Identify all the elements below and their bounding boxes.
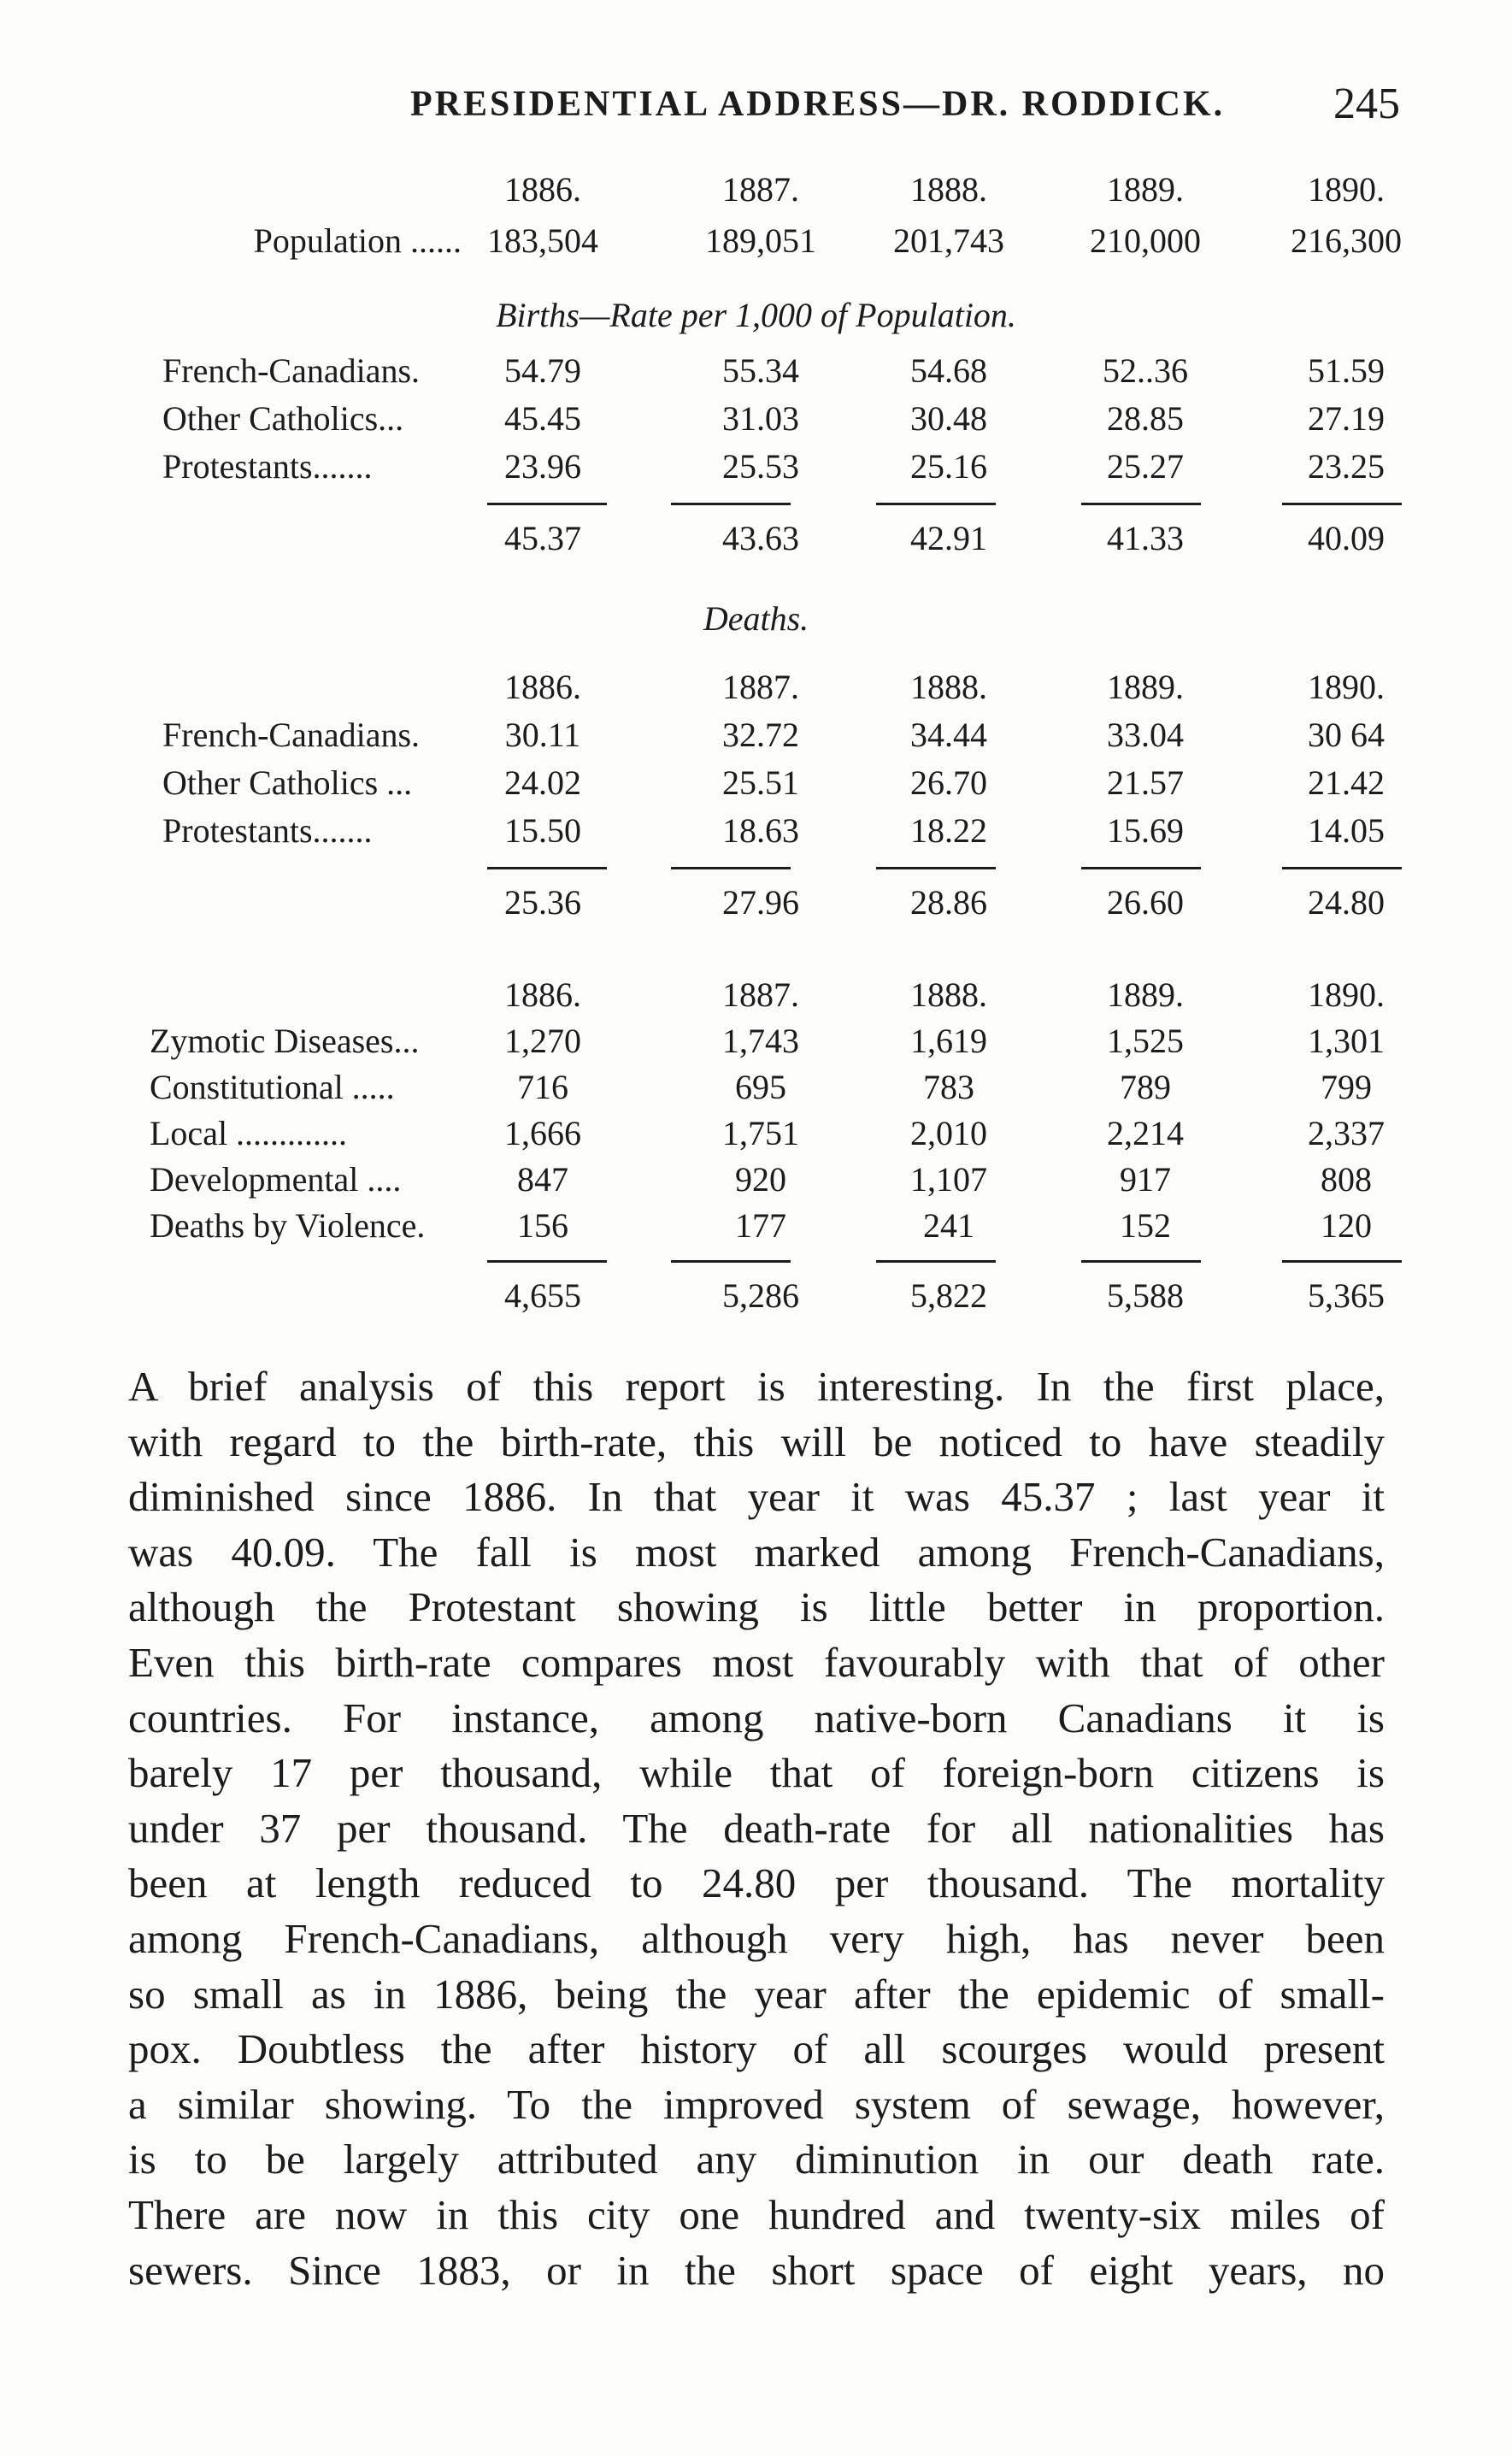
value-cell: 33.04 — [1107, 716, 1184, 754]
total-rule — [671, 503, 791, 505]
deaths-totals-row — [0, 882, 1512, 927]
value-cell: 1,743 — [722, 1022, 799, 1060]
total-cell: 45.37 — [504, 519, 581, 557]
value-cell: 1,270 — [504, 1022, 581, 1060]
row-label: Local ............. — [150, 1114, 348, 1152]
total-rules — [0, 503, 1512, 508]
running-title: PRESIDENTIAL ADDRESS—DR. RODDICK. — [410, 85, 1226, 124]
paragraph-line: countries. For instance, among native-born Canadians it is — [128, 1694, 1385, 1741]
page-number: 245 — [1333, 80, 1400, 128]
value-cell: 156 — [517, 1206, 568, 1245]
total-cell: 40.09 — [1308, 519, 1385, 557]
total-rule — [487, 1260, 607, 1263]
paragraph-line: diminished since 1886. In that year it was 45.37 ; last year it — [128, 1473, 1385, 1521]
total-rule — [876, 1260, 996, 1263]
value-cell: 799 — [1321, 1068, 1372, 1106]
value-cell: 18.22 — [910, 811, 987, 850]
paragraph-line: is to be largely attributed any diminution in our death rate. — [128, 2136, 1385, 2183]
value-cell: 15.69 — [1107, 811, 1184, 850]
value-cell: 32.72 — [722, 716, 799, 754]
value-cell: 45.45 — [504, 399, 581, 438]
births-row — [0, 351, 1512, 395]
births-row — [0, 398, 1512, 443]
value-cell: 183,504 — [487, 221, 598, 260]
value-cell: 152 — [1120, 1206, 1171, 1245]
value-cell: 808 — [1321, 1160, 1372, 1199]
value-cell: 1,619 — [910, 1022, 987, 1060]
paragraph-line: There are now in this city one hundred and twenty-six miles of — [128, 2190, 1385, 2238]
total-cell: 5,822 — [910, 1276, 987, 1315]
paragraph-line: was 40.09. The fall is most marked among French-Canadians, — [128, 1528, 1385, 1576]
paragraph-line: pox. Doubtless the after history of all scourges would present — [128, 2025, 1385, 2073]
total-rule — [487, 867, 607, 869]
total-cell: 27.96 — [722, 883, 799, 922]
row-label: Zymotic Diseases... — [150, 1022, 420, 1060]
total-cell: 5,286 — [722, 1276, 799, 1315]
row-label: Protestants....... — [162, 447, 373, 486]
deaths-years-row — [0, 667, 1512, 711]
paragraph-line: among French-Canadians, although very high, has never been — [128, 1914, 1385, 1962]
value-cell: 2,010 — [910, 1114, 987, 1152]
causes-row — [0, 1113, 1512, 1158]
total-rule — [1081, 867, 1201, 869]
value-cell: 789 — [1120, 1068, 1171, 1106]
value-cell: 241 — [923, 1206, 974, 1245]
value-cell: 1,751 — [722, 1114, 799, 1152]
causes-row — [0, 1021, 1512, 1065]
value-cell: 2,337 — [1308, 1114, 1385, 1152]
total-rule — [1282, 1260, 1402, 1263]
value-cell: 1,107 — [910, 1160, 987, 1199]
deaths-row — [0, 810, 1512, 855]
causes-totals-row — [0, 1276, 1512, 1320]
total-rules — [0, 867, 1512, 872]
year-cell: 1888. — [910, 170, 987, 209]
value-cell: 917 — [1120, 1160, 1171, 1199]
value-cell: 25.27 — [1107, 447, 1184, 486]
total-cell: 42.91 — [910, 519, 987, 557]
deaths-row — [0, 763, 1512, 807]
value-cell: 189,051 — [705, 221, 816, 260]
total-rules — [0, 1260, 1512, 1265]
year-cell: 1889. — [1107, 975, 1184, 1014]
paragraph-line: A brief analysis of this report is interesting. In the first place, — [128, 1363, 1385, 1410]
value-cell: 23.25 — [1308, 447, 1385, 486]
total-rule — [487, 503, 607, 505]
value-cell: 25.53 — [722, 447, 799, 486]
row-label: Deaths by Violence. — [150, 1206, 426, 1245]
paragraph-line: although the Protestant showing is little better in proportion. — [128, 1583, 1385, 1631]
births-caption: Births—Rate per 1,000 of Population. — [496, 296, 1016, 334]
value-cell: 1,666 — [504, 1114, 581, 1152]
paragraph-line: barely 17 per thousand, while that of foreign-born citizens is — [128, 1749, 1385, 1797]
value-cell: 21.42 — [1308, 763, 1385, 802]
value-cell: 23.96 — [504, 447, 581, 486]
value-cell: 25.51 — [722, 763, 799, 802]
row-label: French-Canadians. — [162, 351, 421, 390]
population-values-row — [0, 221, 1512, 265]
value-cell: 18.63 — [722, 811, 799, 850]
value-cell: 28.85 — [1107, 399, 1184, 438]
paragraph-line: a similar showing. To the improved system of sewage, however, — [128, 2080, 1385, 2128]
causes-row — [0, 1067, 1512, 1111]
value-cell: 34.44 — [910, 716, 987, 754]
analysis-paragraph — [128, 1359, 1385, 2298]
value-cell: 216,300 — [1291, 221, 1402, 260]
row-label: Developmental .... — [150, 1160, 402, 1199]
row-label: Other Catholics... — [162, 399, 404, 438]
total-rule — [1081, 503, 1201, 505]
total-cell: 5,365 — [1308, 1276, 1385, 1315]
year-cell: 1889. — [1107, 170, 1184, 209]
row-label: Constitutional ..... — [150, 1068, 395, 1106]
value-cell: 30 64 — [1308, 716, 1385, 754]
births-totals-row — [0, 518, 1512, 563]
value-cell: 51.59 — [1308, 351, 1385, 390]
year-cell: 1888. — [910, 668, 987, 706]
page-header — [0, 79, 1512, 147]
total-cell: 25.36 — [504, 883, 581, 922]
total-rule — [671, 867, 791, 869]
total-cell: 26.60 — [1107, 883, 1184, 922]
total-cell: 24.80 — [1308, 883, 1385, 922]
year-cell: 1889. — [1107, 668, 1184, 706]
value-cell: 210,000 — [1090, 221, 1201, 260]
value-cell: 54.68 — [910, 351, 987, 390]
causes-row — [0, 1205, 1512, 1250]
total-cell: 28.86 — [910, 883, 987, 922]
value-cell: 783 — [923, 1068, 974, 1106]
total-cell: 43.63 — [722, 519, 799, 557]
value-cell: 30.11 — [504, 716, 581, 754]
value-cell: 14.05 — [1308, 811, 1385, 850]
total-rule — [1282, 503, 1402, 505]
population-years-row — [0, 169, 1512, 214]
year-cell: 1887. — [722, 668, 799, 706]
year-cell: 1887. — [722, 170, 799, 209]
year-cell: 1890. — [1308, 668, 1385, 706]
causes-row — [0, 1159, 1512, 1204]
value-cell: 2,214 — [1107, 1114, 1184, 1152]
paragraph-line: been at length reduced to 24.80 per thousand. The mortality — [128, 1859, 1385, 1907]
value-cell: 847 — [517, 1160, 568, 1199]
total-cell: 41.33 — [1107, 519, 1184, 557]
value-cell: 920 — [735, 1160, 786, 1199]
year-cell: 1890. — [1308, 975, 1385, 1014]
value-cell: 695 — [735, 1068, 786, 1106]
value-cell: 21.57 — [1107, 763, 1184, 802]
paragraph-line: Even this birth-rate compares most favourably with that of other — [128, 1638, 1385, 1686]
year-cell: 1888. — [910, 975, 987, 1014]
value-cell: 27.19 — [1308, 399, 1385, 438]
value-cell: 54.79 — [504, 351, 581, 390]
value-cell: 25.16 — [910, 447, 987, 486]
value-cell: 177 — [735, 1206, 786, 1245]
total-rule — [876, 503, 996, 505]
paragraph-line: with regard to the birth-rate, this will be noticed to have steadily — [128, 1417, 1385, 1465]
row-label: Protestants....... — [162, 811, 373, 850]
value-cell: 1,525 — [1107, 1022, 1184, 1060]
year-cell: 1886. — [504, 170, 581, 209]
year-cell: 1887. — [722, 975, 799, 1014]
total-rule — [1282, 867, 1402, 869]
year-cell: 1886. — [504, 975, 581, 1014]
row-label: Population ...... — [253, 221, 462, 260]
value-cell: 716 — [517, 1068, 568, 1106]
deaths-row — [0, 715, 1512, 759]
deaths-caption: Deaths. — [703, 599, 809, 638]
value-cell: 201,743 — [893, 221, 1004, 260]
births-row — [0, 446, 1512, 491]
total-cell: 4,655 — [504, 1276, 581, 1315]
value-cell: 15.50 — [504, 811, 581, 850]
value-cell: 31.03 — [722, 399, 799, 438]
value-cell: 26.70 — [910, 763, 987, 802]
total-rule — [876, 867, 996, 869]
row-label: Other Catholics ... — [162, 763, 413, 802]
value-cell: 120 — [1321, 1206, 1372, 1245]
causes-years-row — [0, 975, 1512, 1019]
total-rule — [1081, 1260, 1201, 1263]
value-cell: 52..36 — [1103, 351, 1188, 390]
total-rule — [671, 1260, 791, 1263]
year-cell: 1886. — [504, 668, 581, 706]
value-cell: 24.02 — [504, 763, 581, 802]
row-label: French-Canadians. — [162, 716, 421, 754]
year-cell: 1890. — [1308, 170, 1385, 209]
paragraph-line: so small as in 1886, being the year after the epidemic of small- — [128, 1970, 1385, 2018]
paragraph-line: under 37 per thousand. The death-rate for all nationalities has — [128, 1804, 1385, 1852]
total-cell: 5,588 — [1107, 1276, 1184, 1315]
paragraph-line: sewers. Since 1883, or in the short space of eight years, no — [128, 2246, 1385, 2294]
value-cell: 30.48 — [910, 399, 987, 438]
value-cell: 55.34 — [722, 351, 799, 390]
value-cell: 1,301 — [1308, 1022, 1385, 1060]
